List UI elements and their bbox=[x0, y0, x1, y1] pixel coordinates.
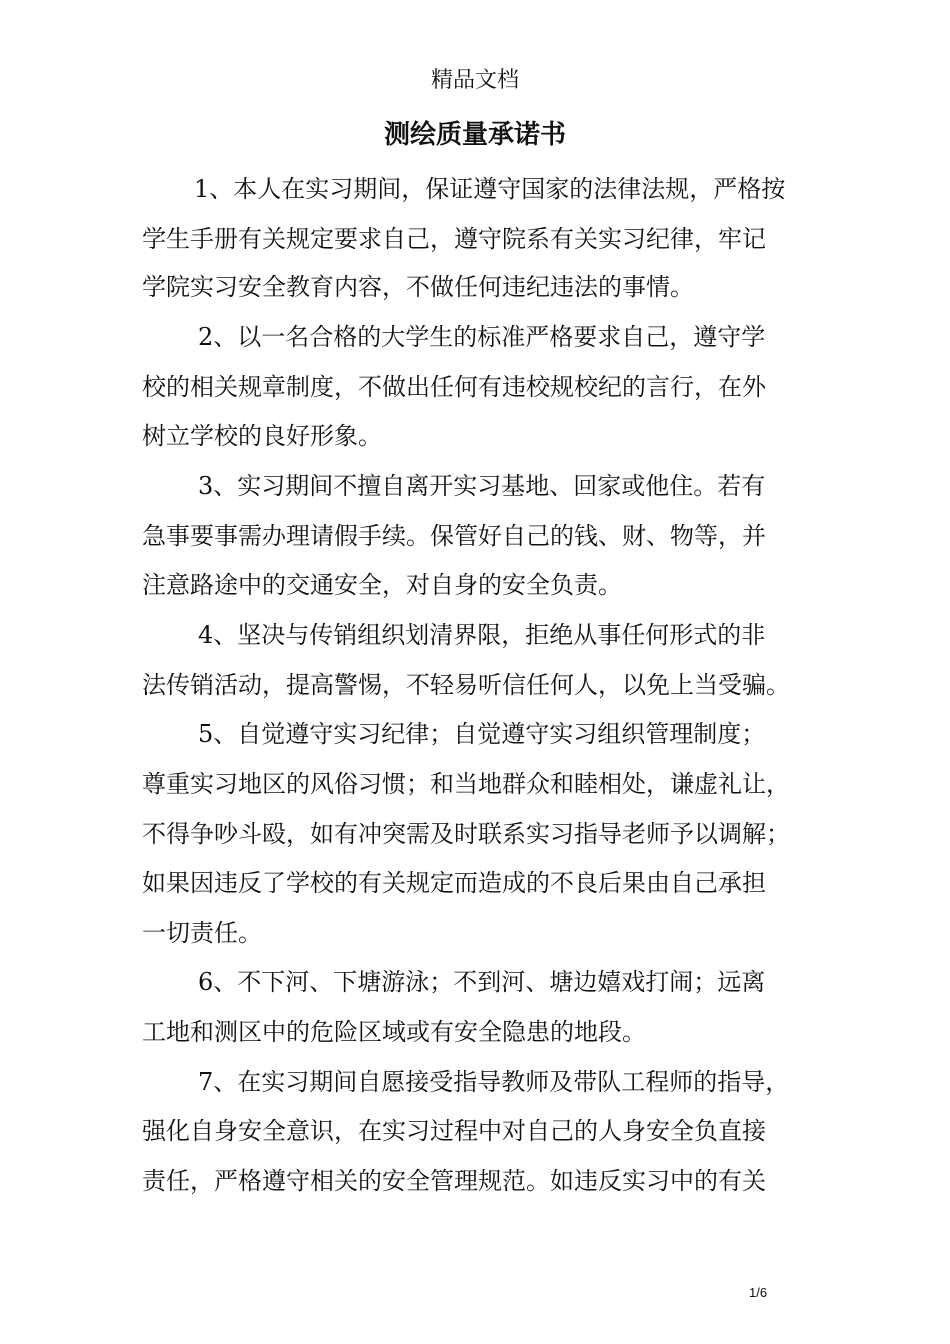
body-line: 责任，严格遵守相关的安全管理规范。如违反实习中的有关 bbox=[142, 1167, 766, 1195]
body-line: 注意路途中的交通安全，对自身的安全负责。 bbox=[142, 571, 622, 599]
body-line: 工地和测区中的危险区域或有安全隐患的地段。 bbox=[142, 1018, 646, 1046]
body-line: 尊重实习地区的风俗习惯；和当地群众和睦相处，谦虚礼让， bbox=[142, 770, 790, 798]
body-line: 4、坚决与传销组织划清界限，拒绝从事任何形式的非 bbox=[198, 621, 766, 649]
body-line: 7、在实习期间自愿接受指导教师及带队工程师的指导， bbox=[198, 1068, 790, 1096]
body-line: 急事要事需办理请假手续。保管好自己的钱、财、物等，并 bbox=[142, 522, 766, 550]
page-number: 1/6 bbox=[749, 1285, 768, 1300]
body-line: 1、本人在实习期间，保证遵守国家的法律法规，严格按 bbox=[194, 175, 786, 203]
body-line: 学生手册有关规定要求自己，遵守院系有关实习纪律，牢记 bbox=[142, 225, 766, 253]
body-line: 5、自觉遵守实习纪律；自觉遵守实习组织管理制度； bbox=[198, 720, 766, 748]
body-line: 强化自身安全意识，在实习过程中对自己的人身安全负直接 bbox=[142, 1117, 766, 1145]
body-line: 2、以一名合格的大学生的标准严格要求自己，遵守学 bbox=[198, 323, 766, 351]
body-line: 不得争吵斗殴，如有冲突需及时联系实习指导老师予以调解； bbox=[142, 820, 790, 848]
document-header: 精品文档 bbox=[430, 68, 519, 93]
body-line: 6、不下河、下塘游泳；不到河、塘边嬉戏打闹；远离 bbox=[198, 968, 766, 996]
body-line: 如果因违反了学校的有关规定而造成的不良后果由自己承担 bbox=[142, 869, 766, 897]
body-line: 校的相关规章制度，不做出任何有违校规校纪的言行，在外 bbox=[142, 373, 766, 401]
body-line: 树立学校的良好形象。 bbox=[142, 422, 382, 450]
body-line: 3、实习期间不擅自离开实习基地、回家或他住。若有 bbox=[198, 472, 766, 500]
body-line: 一切责任。 bbox=[142, 919, 262, 947]
document-title: 测绘质量承诺书 bbox=[383, 120, 566, 150]
body-line: 学院实习安全教育内容，不做任何违纪违法的事情。 bbox=[142, 273, 694, 301]
body-line: 法传销活动，提高警惕，不轻易听信任何人，以免上当受骗。 bbox=[142, 671, 790, 699]
